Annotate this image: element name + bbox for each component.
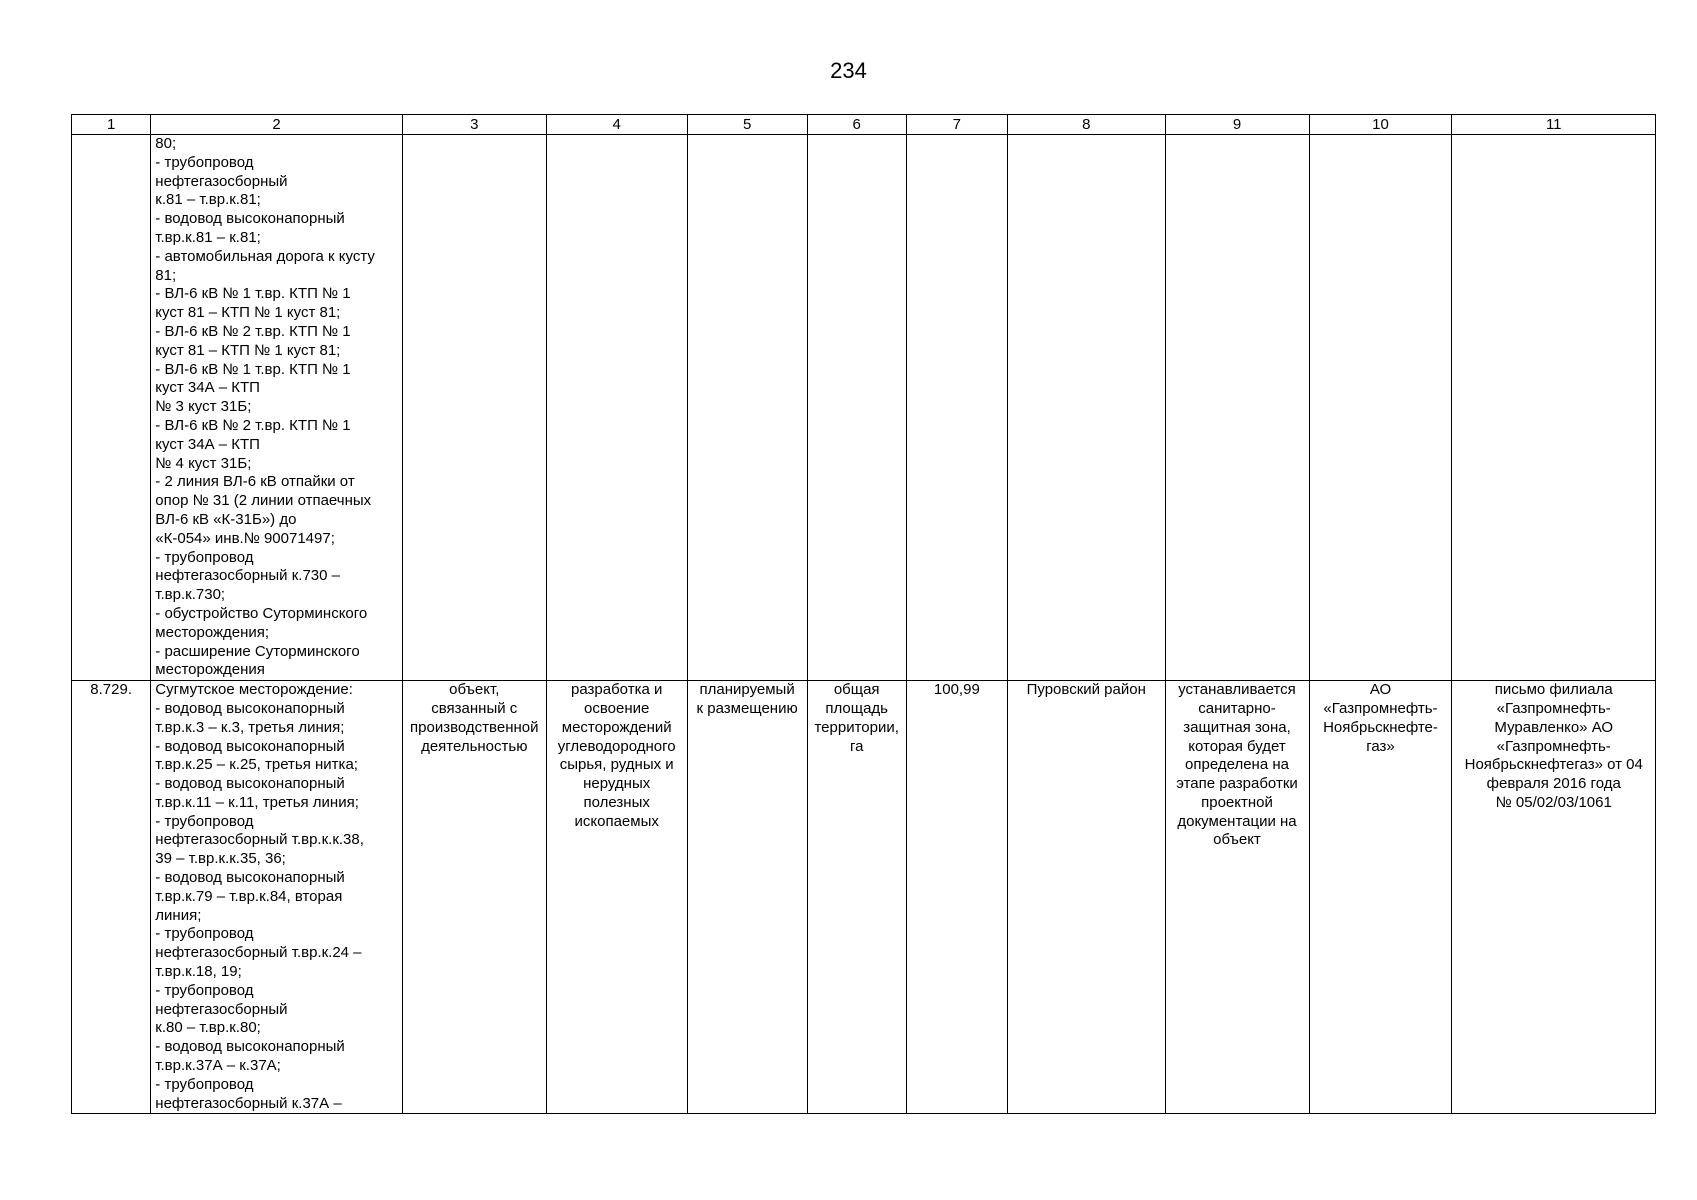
table-row <box>72 681 1656 1114</box>
purpose-cell <box>546 135 687 681</box>
location-cell <box>1007 135 1165 681</box>
row-number-cell <box>72 135 151 681</box>
location-cell: Пуровский район <box>1007 681 1165 1114</box>
column-header: 1 <box>72 115 151 135</box>
column-header: 10 <box>1309 115 1452 135</box>
basis-document-cell: письмо филиала «Газпромнефть- Муравленко» АО «Газпромнефть- Ноябрьскнефтегаз» от 04 февраля 2016 года № 05/02/03/1061 <box>1452 681 1656 1114</box>
column-header: 7 <box>906 115 1007 135</box>
header-row <box>72 115 1656 135</box>
column-header: 8 <box>1007 115 1165 135</box>
table-row <box>72 135 1656 681</box>
column-header: 3 <box>402 115 546 135</box>
row-number-cell: 8.729. <box>72 681 151 1114</box>
zone-cell <box>1165 135 1309 681</box>
status-cell <box>687 135 807 681</box>
characteristic-cell <box>807 135 906 681</box>
object-description-cell: Сугмутское месторождение: - водовод высоконапорный т.вр.к.3 – к.3, третья линия; - водовод высоконапорный т.вр.к.25 – к.25, третья нитка; - водовод высоконапорный т.вр.к.11 – к.11, третья линия; - трубопровод нефтегазосборный т.вр.к.к.38, 39 – т.вр.к.к.35, 36; - водовод высоконапорный т.вр.к.79 – т.вр.к.84, вторая линия; - трубопровод нефтегазосборный т.вр.к.24 – т.вр.к.18, 19; - трубопровод нефтегазосборный к.80 – т.вр.к.80; - водовод высоконапорный т.вр.к.37А – к.37А; - трубопровод нефтегазосборный к.37А – <box>151 681 402 1114</box>
column-header: 5 <box>687 115 807 135</box>
area-value-cell <box>906 135 1007 681</box>
initiator-cell <box>1309 135 1452 681</box>
characteristic-cell: общая площадь территории, га <box>807 681 906 1114</box>
object-description-cell: 80; - трубопровод нефтегазосборный к.81 – т.вр.к.81; - водовод высоконапорный т.вр.к.81 – к.81; - автомобильная дорога к кусту 81; - ВЛ-6 кВ № 1 т.вр. КТП № 1 куст 81 – КТП № 1 куст 81; - ВЛ-6 кВ № 2 т.вр. КТП № 1 куст 81 – КТП № 1 куст 81; - ВЛ-6 кВ № 1 т.вр. КТП № 1 куст 34А – КТП № 3 куст 31Б; - ВЛ-6 кВ № 2 т.вр. КТП № 1 куст 34А – КТП № 4 куст 31Б; - 2 линия ВЛ-6 кВ отпайки от опор № 31 (2 линии отпаечных ВЛ-6 кВ «К-31Б») до «К-054» инв.№ 90071497; - трубопровод нефтегазосборный к.730 – т.вр.к.730; - обустройство Суторминского месторождения; - расширение Суторминского месторождения <box>151 135 402 681</box>
page-number: 234 <box>830 58 867 83</box>
column-header: 2 <box>151 115 402 135</box>
column-header: 9 <box>1165 115 1309 135</box>
zone-cell: устанавливается санитарно- защитная зона, которая будет определена на этапе разработки проектной документации на объект <box>1165 681 1309 1114</box>
register-table <box>71 114 1656 1114</box>
status-cell: планируемый к размещению <box>687 681 807 1114</box>
column-header: 11 <box>1452 115 1656 135</box>
initiator-cell: АО «Газпромнефть- Ноябрьскнефте- газ» <box>1309 681 1452 1114</box>
basis-document-cell <box>1452 135 1656 681</box>
object-type-cell: объект, связанный с производственной деятельностью <box>402 681 546 1114</box>
purpose-cell: разработка и освоение месторождений углеводородного сырья, рудных и нерудных полезных ископаемых <box>546 681 687 1114</box>
object-type-cell <box>402 135 546 681</box>
column-header: 6 <box>807 115 906 135</box>
column-header: 4 <box>546 115 687 135</box>
area-value-cell: 100,99 <box>906 681 1007 1114</box>
